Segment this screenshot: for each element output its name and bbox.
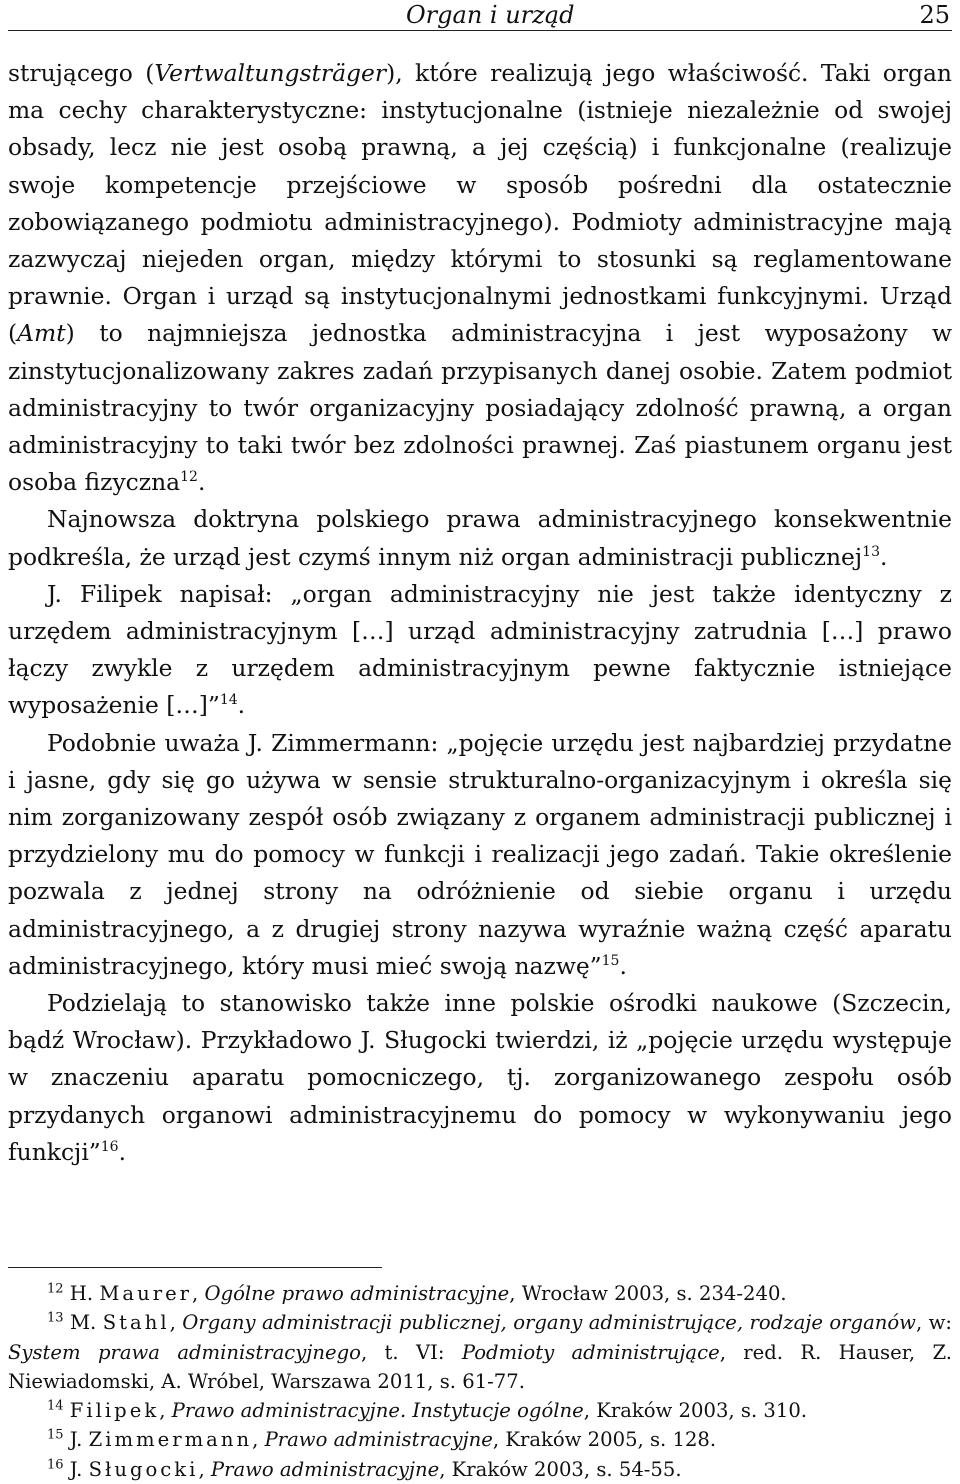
page-header <box>8 0 952 31</box>
footnote-author: Stahl <box>102 1311 170 1335</box>
footnotes <box>8 1279 952 1484</box>
emphasis-term: Vertwaltungsträger <box>154 59 387 87</box>
paragraph-5: Podzielają to stanowisko także inne polskie ośrodki naukowe (Szczecin, bądź Wrocław). Przykładowo J. Sługocki twierdzi, iż „pojęcie urzędu występuje w znaczeniu aparatu pomocniczego, tj. zorganizowanego zespołu osób przydanych organowi administracyjnemu do pomocy w wykonywaniu jego funkcji”$^{16}$. <box>8 989 952 1166</box>
paragraph-1: strującego (Vertwaltungsträger), które realizują jego właściwość. Taki organ ma cechy charakterystyczne: instytucjonalne (istnieje niezależnie od swojej obsady, lecz nie jest osobą prawną, a jej częścią) i funkcjonalne (realizuje swoje kompetencje przejściowe w sposób pośredni dla ostatecznie zobowiązanego podmiotu administracyjnego). Podmioty administracyjne mają zazwyczaj niejeden organ, między którymi to stosunki są reglamentowane prawnie. Organ i urząd są instytucjonalnymi jednostkami funkcyjnymi. Urząd (Amt) to najmniejsza jednostka administracyjna i jest wyposażony w zinstytucjonalizowany zakres zadań przypisanych danej osobie. Zatem podmiot administracyjny to twór organizacyjny posiadający zdolność prawną, a organ administracyjny to taki twór bez zdolności prawnej. Zaś piastunem organu jest osoba fizyczna$^{12}$. <box>8 59 952 497</box>
footnote-ref-14[interactable]: 14 <box>219 692 238 709</box>
footnote-author: Filipek <box>69 1399 160 1423</box>
footnote-author: Zimmermann <box>88 1428 253 1452</box>
footnote-title: Prawo administracyjne <box>264 1428 493 1452</box>
footnote-ref-12[interactable]: 12 <box>180 469 198 486</box>
paragraph-2: Najnowsza doktryna polskiego prawa administracyjnego konsekwentnie podkreśla, że urząd jest czymś innym niż organ administracji publicznej$^{13}$. <box>8 505 952 571</box>
footnote-15: $^{15}$ J. Zimmermann, Prawo administracyjne, Kraków 2005, s. 128. <box>47 1427 717 1452</box>
footnote-title: Organy administracji publicznej, organy administrujące, rodzaje organów <box>182 1311 916 1335</box>
footnote-author: Sługocki <box>88 1457 199 1481</box>
footnote-ref-15[interactable]: 15 <box>601 953 620 970</box>
paragraph-4: Podobnie uważa J. Zimmermann: „pojęcie urzędu jest najbardziej przydatne i jasne, gdy się go używa w sensie strukturalno-organizacyjnym i określa się nim zorganizowany zespół osób związany z organem administracji publicznej i przydzielony mu do pomocy w funkcji i realizacji jego zadań. Takie określenie pozwala z jednej strony na odróżnienie od siebie organu i urzędu administracyjnego, a z drugiej strony nazywa wyraźnie ważną część aparatu administracyjnego, który musi mieć swoją nazwę”$^{15}$. <box>8 728 952 980</box>
footnote-author: Maurer <box>99 1282 193 1305</box>
footnote-title: Ogólne prawo administracyjne <box>204 1282 510 1305</box>
emphasis-term: Amt <box>17 319 66 348</box>
main-text <box>8 55 952 1171</box>
footnote-ref-16[interactable]: 16 <box>100 1139 119 1156</box>
footnote-16: $^{16}$ J. Sługocki, Prawo administracyjne, Kraków 2003, s. 54-55. <box>47 1457 682 1481</box>
footnote-title: System prawa administracyjnego <box>8 1340 361 1364</box>
page-number: 25 <box>919 1 950 29</box>
footnote-title: Prawo administracyjne <box>210 1457 440 1481</box>
running-title: Organ i urząd <box>406 1 575 29</box>
footnote-14: $^{14}$ Filipek, Prawo administracyjne. Instytucje ogólne, Kraków 2003, s. 310. <box>47 1398 808 1423</box>
footnote-ref-13[interactable]: 13 <box>862 543 880 560</box>
paragraph-3: J. Filipek napisał: „organ administracyjny nie jest także identyczny z urzędem administracyjnym […] urząd administracyjny zatrudnia […] prawo łączy zwykle z urzędem administracyjnym pewne faktycznie istniejące wyposażenie […]”$^{14}$. <box>8 579 952 720</box>
footnote-title: Podmioty administrujące <box>461 1340 720 1364</box>
footnote-title: Prawo administracyjne. Instytucje ogólne <box>171 1399 584 1423</box>
footnote-12: $^{12}$ H. Maurer, Ogólne prawo administracyjne, Wrocław 2003, s. 234-240. <box>47 1281 787 1305</box>
footnote-13: $^{13}$ M. Stahl, Organy administracji publicznej, organy administrujące, rodzaje organów, w: System prawa administracyjnego, t. VI: Podmioty administrujące, red. R. Hauser, Z. Niewiadomski, A. Wróbel, Warszawa 2011, s. 61-77. <box>8 1310 952 1393</box>
footnote-separator <box>8 1267 382 1268</box>
